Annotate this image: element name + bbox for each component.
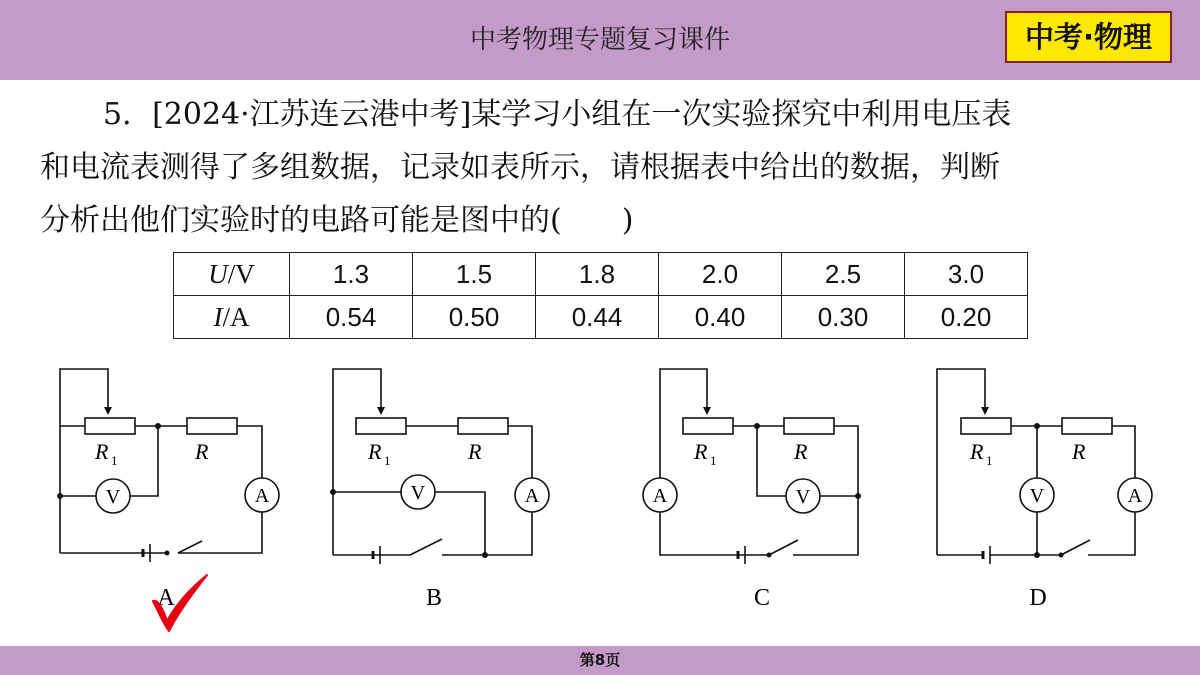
row-header-current: I/A [174, 296, 290, 339]
table-cell: 3.0 [905, 253, 1028, 296]
table-cell: 1.8 [536, 253, 659, 296]
circuit-diagrams [0, 355, 1200, 635]
r1-subscript: 1 [384, 453, 391, 468]
r1-label: R [368, 439, 382, 464]
question-line-2: 和电流表测得了多组数据，记录如表所示，请根据表中给出的数据，判断 [40, 150, 1000, 185]
resistor-r [1062, 418, 1112, 434]
table-row-current [174, 296, 1028, 339]
question-text [40, 88, 1162, 247]
row-header-voltage: U/V [174, 253, 290, 296]
table-cell: 0.50 [413, 296, 536, 339]
table-cell: 1.5 [413, 253, 536, 296]
circuit-d [937, 369, 1152, 564]
table-cell: 0.54 [290, 296, 413, 339]
circuit-b [333, 369, 549, 564]
table-cell: 0.20 [905, 296, 1028, 339]
data-table [173, 252, 1028, 339]
option-label-c: C [753, 585, 771, 611]
rheostat-r1 [85, 418, 135, 434]
ammeter-label: A [652, 485, 668, 507]
table-cell: 1.3 [290, 253, 413, 296]
option-label-a: A [157, 585, 175, 611]
circuit-a [60, 369, 279, 562]
resistor-r [458, 418, 508, 434]
resistor-r [784, 418, 834, 434]
r-label: R [468, 439, 482, 464]
table-cell: 2.5 [782, 253, 905, 296]
rheostat-r1 [356, 418, 406, 434]
voltmeter-label: V [1029, 485, 1045, 507]
option-label-d: D [1029, 585, 1047, 611]
r1-label: R [694, 439, 708, 464]
r-label: R [1072, 439, 1086, 464]
rheostat-r1 [961, 418, 1011, 434]
table-cell: 0.44 [536, 296, 659, 339]
table-row-voltage [174, 253, 1028, 296]
subject-badge: 中考·物理 [1005, 11, 1172, 63]
voltmeter-label: V [795, 486, 811, 508]
circuit-c [643, 369, 858, 564]
ammeter-label: A [524, 485, 540, 507]
r1-label: R [970, 439, 984, 464]
table-cell: 0.30 [782, 296, 905, 339]
rheostat-r1 [683, 418, 733, 434]
r-label: R [794, 439, 808, 464]
option-label-b: B [425, 585, 443, 611]
ammeter-label: A [254, 485, 270, 507]
ammeter-label: A [1127, 485, 1143, 507]
resistor-r [187, 418, 237, 434]
question-line-1: 5．[2024·江苏连云港中考]某学习小组在一次实验探究中利用电压表 [103, 97, 1012, 132]
page-title: 中考物理专题复习课件 [469, 25, 730, 55]
r1-subscript: 1 [111, 453, 118, 468]
r-label: R [195, 439, 209, 464]
table-cell: 2.0 [659, 253, 782, 296]
voltmeter-label: V [105, 486, 121, 508]
question-line-3: 分析出他们实验时的电路可能是图中的( ) [40, 203, 634, 238]
r1-subscript: 1 [710, 453, 717, 468]
voltmeter-label: V [410, 482, 426, 504]
page-number: 第8页 [579, 651, 621, 669]
r1-label: R [95, 439, 109, 464]
r1-subscript: 1 [986, 453, 993, 468]
table-cell: 0.40 [659, 296, 782, 339]
